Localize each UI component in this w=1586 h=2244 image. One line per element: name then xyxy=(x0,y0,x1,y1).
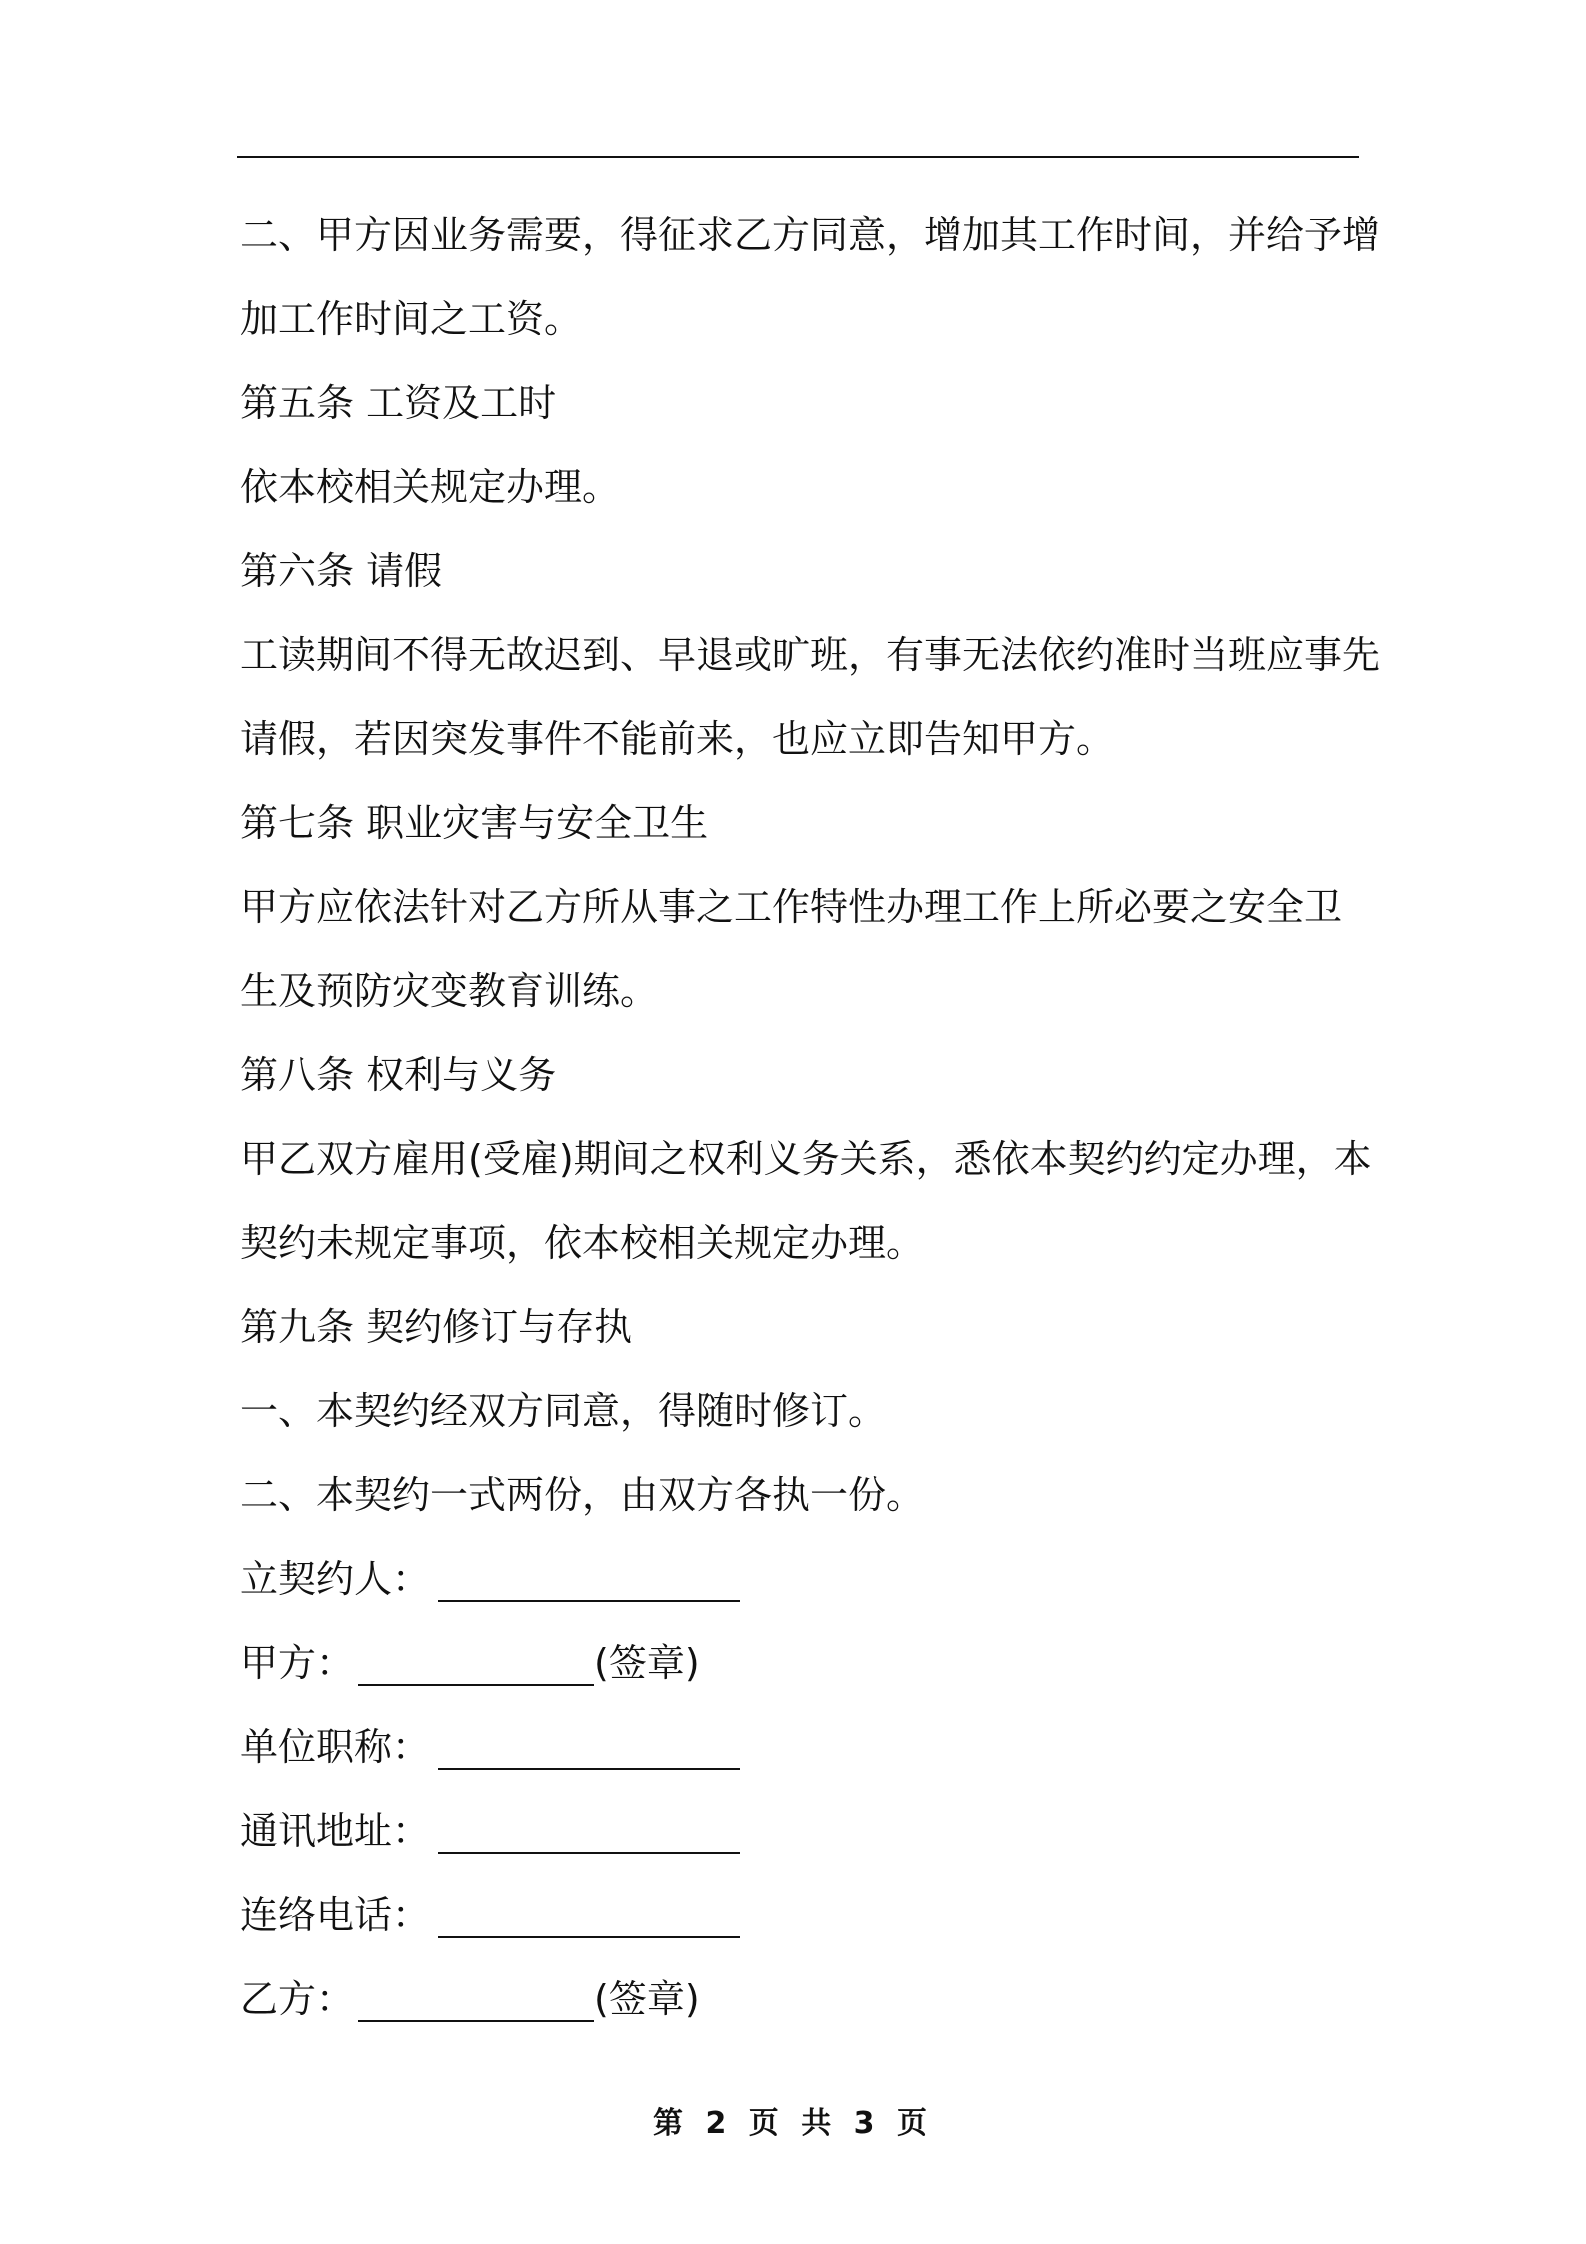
paragraph-line: 二、本契约一式两份，由双方各执一份。 xyxy=(240,1473,925,1517)
address-label: 通讯地址： xyxy=(240,1809,431,1853)
party-a-blank[interactable] xyxy=(358,1646,594,1686)
paragraph-line: 加工作时间之工资。 xyxy=(240,297,583,341)
contractor-row xyxy=(240,1556,740,1602)
paragraph-line: 二、甲方因业务需要，得征求乙方同意，增加其工作时间，并给予增 xyxy=(240,213,1381,257)
phone-row xyxy=(240,1892,740,1938)
title-row xyxy=(240,1724,740,1770)
party-a-row xyxy=(240,1640,700,1686)
paragraph-line: 契约未规定事项，依本校相关规定办理。 xyxy=(240,1221,925,1265)
paragraph-line: 工读期间不得无故迟到、早退或旷班，有事无法依约准时当班应事先 xyxy=(240,633,1381,677)
paragraph-line: 请假，若因突发事件不能前来，也应立即告知甲方。 xyxy=(240,717,1115,761)
address-row xyxy=(240,1808,740,1854)
party-b-blank[interactable] xyxy=(358,1982,594,2022)
paragraph-line: 一、本契约经双方同意，得随时修订。 xyxy=(240,1389,887,1433)
article-7-heading: 第七条 职业灾害与安全卫生 xyxy=(240,801,709,845)
contractor-blank[interactable] xyxy=(438,1562,740,1602)
header-rule xyxy=(237,156,1359,158)
title-blank[interactable] xyxy=(438,1730,740,1770)
article-8-heading: 第八条 权利与义务 xyxy=(240,1053,557,1097)
phone-label: 连络电话： xyxy=(240,1893,431,1937)
party-b-seal: (签章) xyxy=(594,1977,700,2021)
paragraph-line: 生及预防灾变教育训练。 xyxy=(240,969,659,1013)
paragraph-line: 甲乙双方雇用(受雇)期间之权利义务关系，悉依本契约约定办理，本 xyxy=(240,1137,1372,1181)
article-9-heading: 第九条 契约修订与存执 xyxy=(240,1305,633,1349)
address-blank[interactable] xyxy=(438,1814,740,1854)
party-b-label: 乙方： xyxy=(240,1977,355,2021)
page-number: 第 2 页 共 3 页 xyxy=(653,2106,933,2141)
title-label: 单位职称： xyxy=(240,1725,431,1769)
party-a-label: 甲方： xyxy=(240,1641,355,1685)
contractor-label: 立契约人： xyxy=(240,1557,431,1601)
paragraph-line: 依本校相关规定办理。 xyxy=(240,465,621,509)
article-6-heading: 第六条 请假 xyxy=(240,549,443,593)
party-b-row xyxy=(240,1976,700,2022)
article-5-heading: 第五条 工资及工时 xyxy=(240,381,557,425)
paragraph-line: 甲方应依法针对乙方所从事之工作特性办理工作上所必要之安全卫 xyxy=(240,885,1343,929)
phone-blank[interactable] xyxy=(438,1898,740,1938)
party-a-seal: (签章) xyxy=(594,1641,700,1685)
